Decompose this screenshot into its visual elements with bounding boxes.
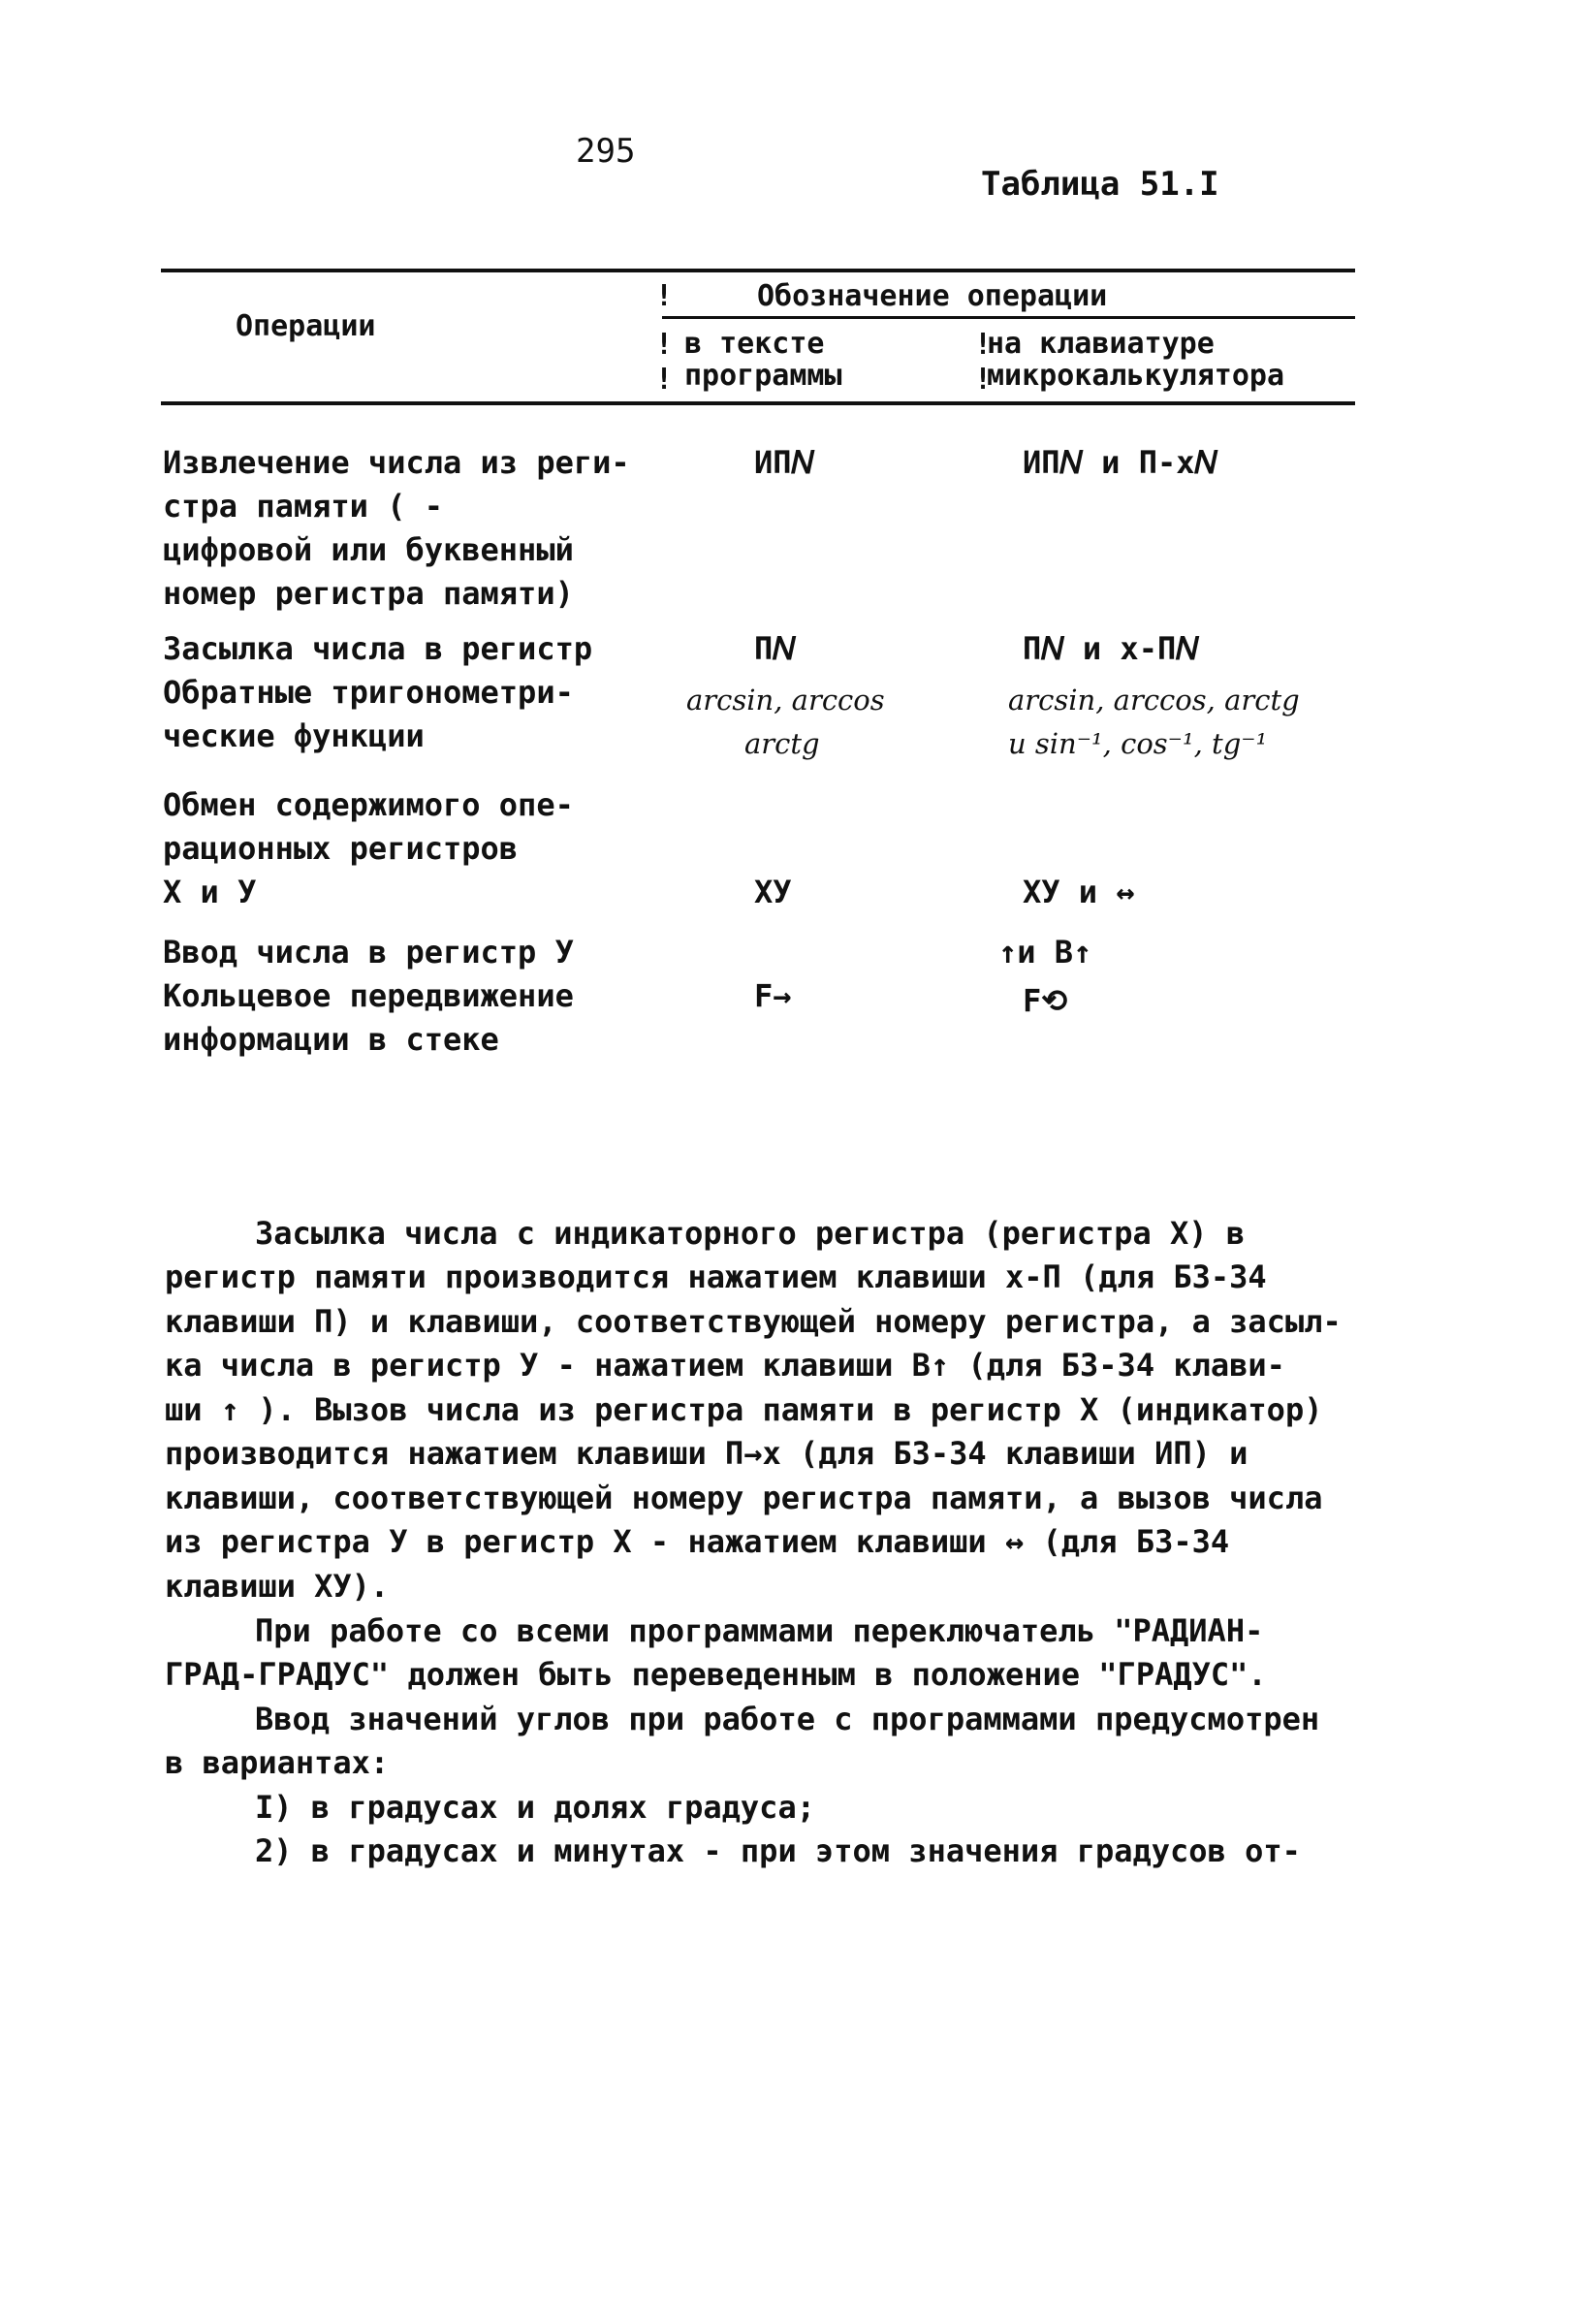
table-row-operation [163, 783, 574, 914]
table-row-keyboard: ИП𝑁 и П-х𝑁 [1023, 444, 1217, 481]
header-separator: ! [655, 279, 674, 313]
table-row-keyboard: ХУ и ↔ [1023, 874, 1135, 910]
header-designation: Обозначение операции [757, 279, 1108, 313]
table-top-rule [161, 269, 1355, 272]
table-row-program [686, 679, 885, 766]
list-item: I) в градусах и долях градуса; [255, 1789, 815, 1826]
paragraph-line: При работе со всеми программами переключатель "РАДИАН- [255, 1612, 1264, 1649]
header-separator: ! [655, 363, 674, 397]
page-number: 295 [576, 132, 636, 171]
table-row-program: F→ [754, 977, 792, 1014]
cell-line: номер регистра памяти) [163, 575, 574, 612]
cell-line: arcsin, arccos [686, 684, 885, 716]
table-row-operation [163, 441, 630, 616]
table-row-operation: Засылка числа в регистр [163, 630, 593, 667]
cell-line: arctg [744, 727, 820, 760]
paragraph-line: ши ↑ ). Вызов числа из регистра памяти в регистр Х (индикатор) [165, 1391, 1323, 1428]
paragraph-line: клавиши, соответствующей номеру регистра памяти, а вызов числа [165, 1480, 1323, 1516]
cell-line: и sin⁻¹, cos⁻¹, tg⁻¹ [1008, 727, 1268, 760]
paragraph-line: ГРАД-ГРАДУС" должен быть переведенным в положение "ГРАДУС". [165, 1656, 1267, 1693]
table-row-program: ХУ [754, 874, 792, 910]
list-item: 2) в градусах и минутах - при этом значения градусов от- [255, 1832, 1301, 1869]
header-in-program [684, 328, 842, 392]
paragraph-line: клавиши ХУ). [165, 1568, 390, 1605]
header-separator: ! [974, 328, 993, 362]
header-separator: ! [655, 328, 674, 362]
cell-line: Кольцевое передвижение [163, 977, 574, 1014]
header-on-keyboard-line1: на клавиатуре [987, 327, 1215, 361]
table-row-operation [163, 671, 574, 758]
header-operation: Операции [236, 309, 376, 343]
table-caption: Таблица 51.I [981, 165, 1219, 204]
table-row-keyboard [1008, 679, 1300, 766]
cell-line: Извлечение числа из реги- [163, 444, 630, 481]
header-separator: ! [974, 363, 993, 397]
header-sub-rule [662, 316, 1355, 319]
paragraph-line: регистр памяти производится нажатием клавиши х-П (для БЗ-34 [165, 1258, 1267, 1295]
paragraph-line: в вариантах: [165, 1744, 390, 1781]
table-row-keyboard: ↑и В↑ [998, 934, 1092, 971]
paragraph-line: из регистра У в регистр Х - нажатием клавиши ↔ (для БЗ-34 [165, 1523, 1230, 1560]
paragraph-line: производится нажатием клавиши П→х (для БЗ-34 клавиши ИП) и [165, 1435, 1248, 1472]
table-row-operation [163, 974, 574, 1062]
cell-line: Обмен содержимого опе- [163, 786, 574, 823]
table-row-operation: Ввод числа в регистр У [163, 934, 574, 971]
paragraph-line: ка числа в регистр У - нажатием клавиши В↑ (для БЗ-34 клави- [165, 1347, 1285, 1384]
table-row-program: П𝑁 [754, 630, 796, 667]
header-on-keyboard-line2: микрокалькулятора [987, 359, 1285, 393]
header-on-keyboard [987, 328, 1284, 392]
cell-line: arcsin, arccos, arctg [1008, 684, 1300, 716]
cell-line: рационных регистров [163, 830, 519, 867]
table-row-program: ИП𝑁 [754, 444, 814, 481]
table-row-keyboard: П𝑁 и х-П𝑁 [1023, 630, 1199, 667]
cell-line: цифровой или буквенный [163, 531, 574, 568]
cell-line: информации в стеке [163, 1021, 499, 1058]
header-bottom-rule [161, 401, 1355, 405]
table-row-keyboard: F⟲ [1023, 982, 1068, 1019]
header-in-program-line2: программы [684, 359, 842, 393]
header-in-program-line1: в тексте [684, 327, 825, 361]
paragraph-line: Засылка числа с индикаторного регистра (регистра Х) в [255, 1215, 1246, 1252]
paragraph-line: Ввод значений углов при работе с программами предусмотрен [255, 1701, 1320, 1737]
paragraph-line: клавиши П) и клавиши, соответствующей номеру регистра, а засыл- [165, 1303, 1342, 1340]
cell-line: стра памяти ( - [163, 488, 443, 525]
cell-line: Обратные тригонометри- [163, 674, 574, 711]
cell-line: Х и У [163, 874, 257, 910]
cell-line: ческие функции [163, 717, 425, 754]
